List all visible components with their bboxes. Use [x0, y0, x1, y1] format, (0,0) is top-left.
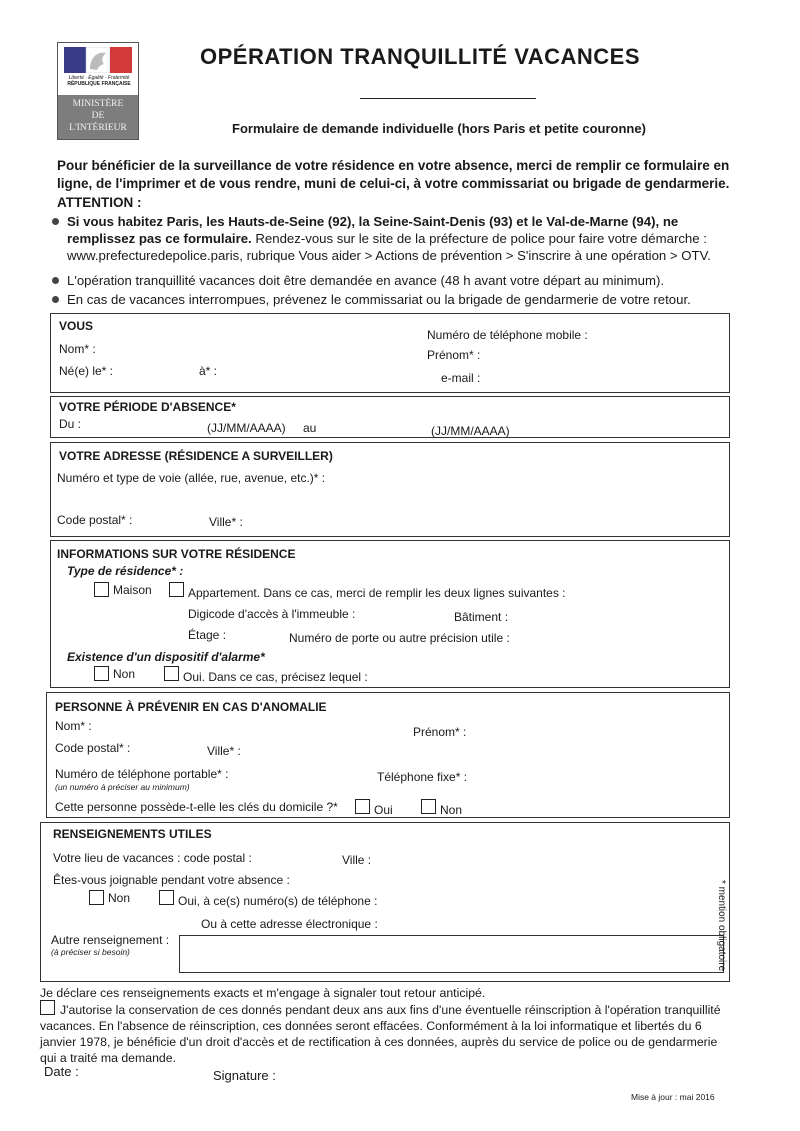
personne-tel-note: (un numéro à préciser au minimum) [55, 782, 190, 792]
maison-checkbox[interactable] [94, 582, 109, 597]
personne-cles-label: Cette personne possède-t-elle les clés du domicile ?* [55, 800, 338, 814]
attention-bullet-2 [52, 272, 747, 289]
autre-renseignement-note: (à préciser si besoin) [51, 947, 130, 957]
alarme-non-label: Non [113, 667, 136, 681]
lieu-vacances-label: Votre lieu de vacances : code postal : [53, 851, 252, 865]
bullet3-text: En cas de vacances interrompues, prévenez le commissariat ou la brigade de gendarmerie de votre retour. [67, 292, 691, 307]
personne-tel-fixe-label: Téléphone fixe* : [377, 770, 468, 784]
declaration-text: Je déclare ces renseignements exacts et m'engage à signaler tout retour anticipé. [40, 986, 486, 1000]
attention-bullet-1 [52, 213, 747, 264]
cles-non-checkbox[interactable] [421, 799, 436, 814]
joignable-oui-checkbox[interactable] [159, 890, 174, 905]
lieu-ville-label: Ville : [342, 853, 372, 867]
bullet1-bold: Si vous habitez Paris, les Hauts-de-Seine (92), la Seine-Saint-Denis (93) et le Val-de-Marne (94), ne remplissez pas ce formulaire. [67, 214, 679, 246]
joignable-label: Êtes-vous joignable pendant votre absence : [53, 873, 290, 887]
periode-format-2: (JJ/MM/AAAA) [431, 424, 510, 438]
periode-du-label: Du : [59, 417, 82, 431]
attention-bullet-3 [52, 291, 747, 308]
marianne-flag-icon [64, 47, 132, 73]
alarme-oui-checkbox[interactable] [164, 666, 179, 681]
autre-renseignement-label: Autre renseignement : [51, 933, 170, 947]
section-adresse [50, 442, 730, 537]
joignable-non-checkbox[interactable] [89, 890, 104, 905]
porte-label: Numéro de porte ou autre précision utile : [289, 631, 510, 645]
consent-text: J'autorise la conservation de ces donnés pendant deux ans aux fins d'une éventuelle réinscription à l'opération tranquillité vacances. En l'absence de réinscription, ces données seront effacées. Conformément à la loi informatique et libertés du 6 janvier 1978, je bénéficie d'un droit d'accès et de rectification à ces données, auprès du service de police ou de gendarmerie qui a traité ma demande. [40, 1003, 721, 1065]
section-renseignements [40, 822, 730, 982]
joignable-non-label: Non [108, 891, 131, 905]
cles-oui-checkbox[interactable] [355, 799, 370, 814]
ministry-band: MINISTÈRE DE L'INTÉRIEUR [58, 95, 138, 139]
update-date: Mise à jour : mai 2016 [631, 1092, 715, 1102]
bullet1-rest: Rendez-vous sur le site de la préfecture de police pour faire votre démarche : www.prefecturedepolice.paris, rubrique Vous aider > Actions de prévention > S'inscrire à une opération > OTV. [67, 231, 711, 263]
personne-nom-label: Nom* : [55, 719, 92, 733]
autre-renseignement-field[interactable] [179, 935, 724, 973]
batiment-label: Bâtiment : [454, 610, 509, 624]
alarme-oui-label: Oui. Dans ce cas, précisez lequel : [183, 670, 368, 684]
vous-email-label: e-mail : [441, 371, 481, 385]
cles-non-label: Non [440, 803, 463, 817]
etage-label: Étage : [188, 628, 227, 642]
signature-label: Signature : [213, 1068, 276, 1083]
vous-tel-mobile-label: Numéro de téléphone mobile : [427, 328, 588, 342]
section-periode-title: VOTRE PÉRIODE D'ABSENCE* [59, 400, 236, 414]
digicode-label: Digicode d'accès à l'immeuble : [188, 607, 356, 621]
intro-text: Pour bénéficier de la surveillance de votre résidence en votre absence, merci de remplir ce formulaire en ligne, de l'imprimer et de vous rendre, muni de celui-ci, à votre commissariat ou brigade de gendarmerie. [57, 158, 730, 191]
residence-type-label: Type de résidence* : [67, 564, 184, 578]
adresse-ville-label: Ville* : [209, 515, 243, 529]
section-renseignements-title: RENSEIGNEMENTS UTILES [53, 827, 212, 841]
adresse-cp-label: Code postal* : [57, 513, 133, 527]
page-subtitle: Formulaire de demande individuelle (hors Paris et petite couronne) [232, 121, 646, 136]
attention-label: ATTENTION : [57, 195, 142, 210]
date-label: Date : [44, 1064, 79, 1079]
section-personne [46, 692, 730, 818]
section-residence [50, 540, 730, 688]
personne-cp-label: Code postal* : [55, 741, 131, 755]
section-personne-title: PERSONNE À PRÉVENIR EN CAS D'ANOMALIE [55, 700, 327, 714]
vous-ne-le-label: Né(e) le* : [59, 364, 114, 378]
joignable-oui-tel-label: Oui, à ce(s) numéro(s) de téléphone : [178, 894, 378, 908]
bullet-icon [52, 277, 59, 284]
title-underline [360, 98, 536, 99]
section-adresse-title: VOTRE ADRESSE (RÉSIDENCE A SURVEILLER) [59, 449, 333, 463]
vous-lieu-naissance-label: à* : [199, 364, 218, 378]
vous-nom-label: Nom* : [59, 342, 96, 356]
bullet2-text: L'opération tranquillité vacances doit être demandée en avance (48 h avant votre départ au minimum). [67, 273, 665, 288]
appartement-checkbox[interactable] [169, 582, 184, 597]
appartement-label: Appartement. Dans ce cas, merci de remplir les deux lignes suivantes : [188, 586, 566, 600]
personne-ville-label: Ville* : [207, 744, 241, 758]
cles-oui-label: Oui [374, 803, 393, 817]
section-vous [50, 313, 730, 393]
adresse-voie-label: Numéro et type de voie (allée, rue, avenue, etc.)* : [57, 471, 326, 485]
section-residence-title: INFORMATIONS SUR VOTRE RÉSIDENCE [57, 547, 296, 561]
mention-obligatoire-note: * mention obligatoire [716, 880, 727, 972]
periode-au-label: au [303, 421, 317, 435]
bullet-icon [52, 296, 59, 303]
periode-format-1: (JJ/MM/AAAA) [207, 421, 286, 435]
joignable-mail-label: Ou à cette adresse électronique : [201, 917, 378, 931]
maison-label: Maison [113, 583, 152, 597]
vous-prenom-label: Prénom* : [427, 348, 481, 362]
section-vous-title: VOUS [59, 319, 94, 333]
page-title: OPÉRATION TRANQUILLITÉ VACANCES [200, 44, 641, 69]
bullet-icon [52, 218, 59, 225]
section-periode [50, 396, 730, 438]
logo-motto: Liberté · Égalité · Fraternité RÉPUBLIQUE FRANÇAISE [67, 75, 131, 87]
ministry-logo [57, 42, 139, 140]
alarme-non-checkbox[interactable] [94, 666, 109, 681]
personne-prenom-label: Prénom* : [413, 725, 467, 739]
personne-tel-portable-label: Numéro de téléphone portable* : [55, 767, 229, 781]
alarme-label: Existence d'un dispositif d'alarme* [67, 650, 265, 664]
